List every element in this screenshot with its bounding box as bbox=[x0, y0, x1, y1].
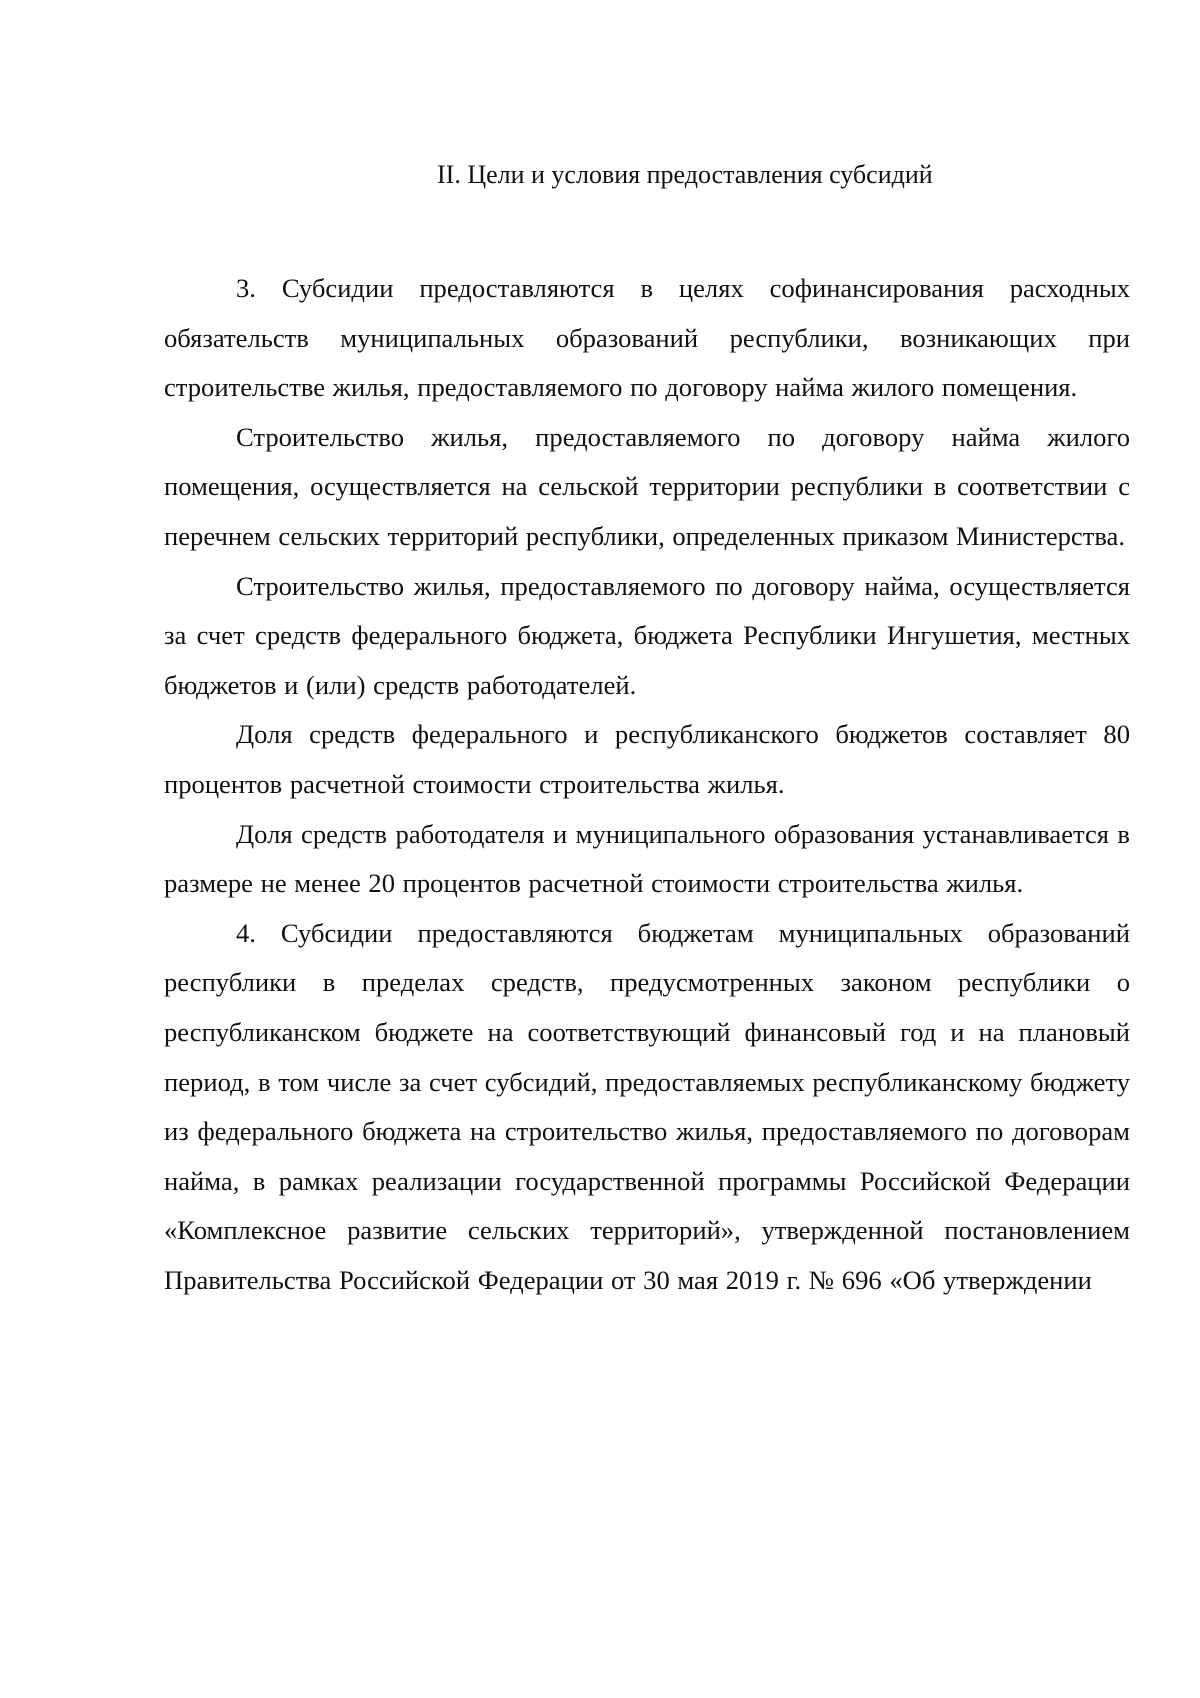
section-heading: II. Цели и условия предоставления субсидий bbox=[437, 160, 933, 189]
paragraph-budget-share: Доля средств федерального и республиканского бюджетов составляет 80 процентов расчетной стоимости строительства жилья. bbox=[164, 719, 1130, 799]
paragraph-rural-territory: Строительство жилья, предоставляемого по договору найма жилого помещения, осуществляется на сельской территории республики в соответствии с перечнем сельских территорий республики, определенных приказом Министерства. bbox=[164, 421, 1130, 551]
document-body bbox=[164, 264, 1130, 1305]
paragraph-3-subsidy-purpose: 3. Субсидии предоставляются в целях софинансирования расходных обязательств муниципальных образований республики, возникающих при строительстве жилья, предоставляемого по договору найма жилого помещения. bbox=[164, 273, 1130, 403]
paragraph-4-subsidy-provision: 4. Субсидии предоставляются бюджетам муниципальных образований республики в пределах средств, предусмотренных законом республики о республиканском бюджете на соответствующий финансовый год и на плановый период, в том числе за счет субсидий, предоставляемых республиканскому бюджету из федерального бюджета на строительство жилья, предоставляемого по договорам найма, в рамках реализации государственной программы Российской Федерации «Комплексное развитие сельских территорий», утвержденной постановлением Правительства Российской Федерации от 30 мая 2019 г. № 696 «Об утверждении bbox=[164, 917, 1130, 1295]
paragraph-employer-share: Доля средств работодателя и муниципального образования устанавливается в размере не менее 20 процентов расчетной стоимости строительства жилья. bbox=[164, 818, 1130, 899]
paragraph-funding-sources: Строительство жилья, предоставляемого по договору найма, осуществляется за счет средств федерального бюджета, бюджета Республики Ингушетия, местных бюджетов и (или) средств работодателей. bbox=[164, 570, 1130, 700]
